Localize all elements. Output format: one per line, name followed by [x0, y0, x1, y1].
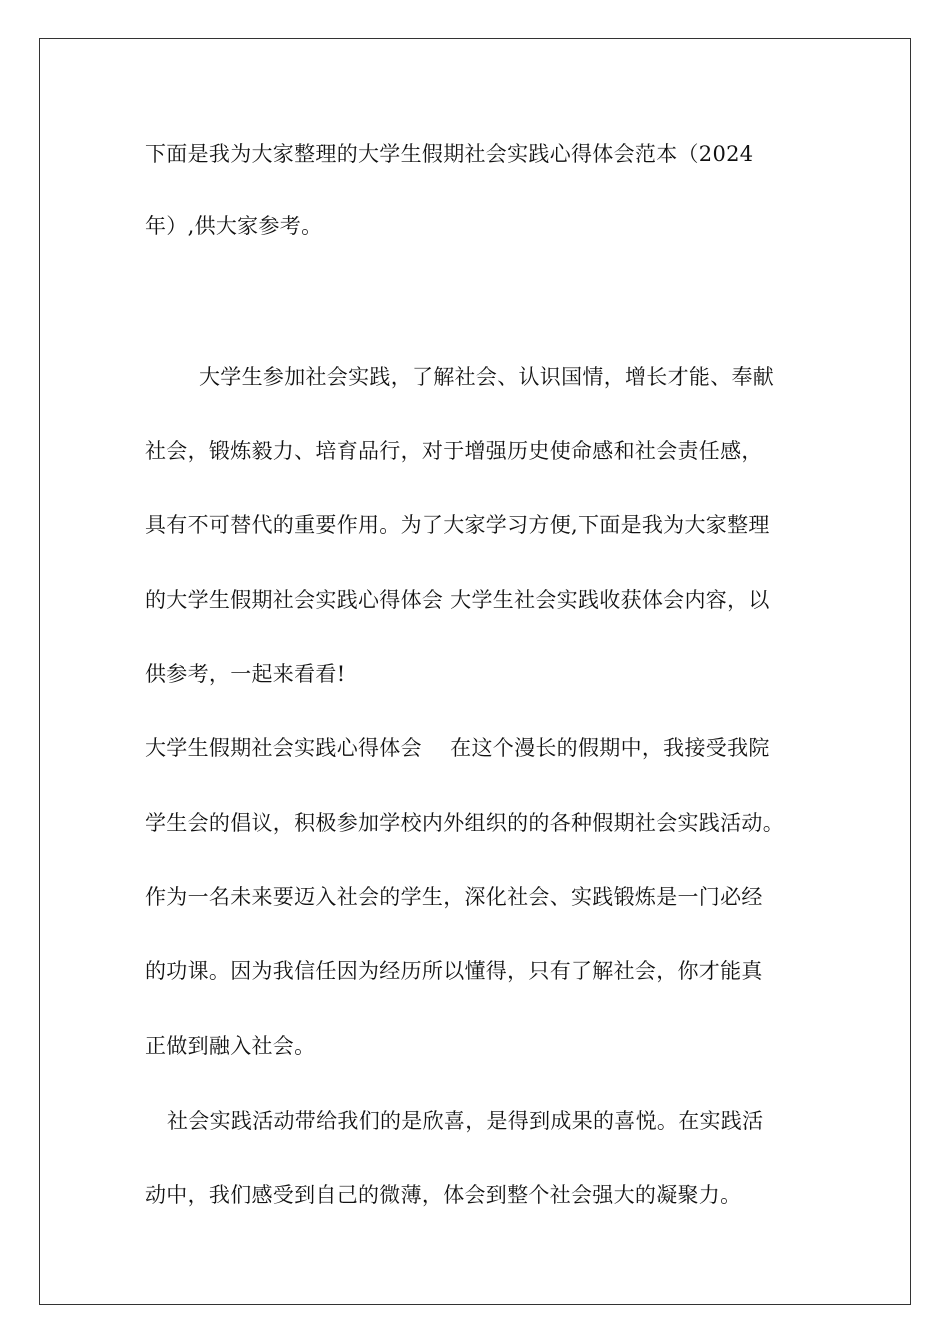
paragraph-2-line-5: 正做到融入社会。: [145, 1034, 316, 1058]
paragraph-1-line-2: 社会，锻炼毅力、培育品行，对于增强历史使命感和社会责任感，: [145, 439, 763, 463]
paragraph-2-line-2: 学生会的倡议，积极参加学校内外组织的的各种假期社会实践活动。: [145, 811, 784, 835]
paragraph-2-line-1: 大学生假期社会实践心得体会 在这个漫长的假期中，我接受我院: [145, 736, 770, 760]
paragraph-1-line-4: 的大学生假期社会实践心得体会 大学生社会实践收获体会内容，以: [145, 588, 770, 612]
paragraph-2-line-4: 的功课。因为我信任因为经历所以懂得，只有了解社会，你才能真: [145, 959, 763, 983]
paragraph-1-line-5: 供参考，一起来看看!: [145, 662, 346, 686]
paragraph-3-line-2: 动中，我们感受到自己的微薄，体会到整个社会强大的凝聚力。: [145, 1183, 742, 1207]
paragraph-1-line-1: 大学生参加社会实践，了解社会、认识国情，增长才能、奉献: [199, 365, 775, 389]
paragraph-2-line-3: 作为一名未来要迈入社会的学生，深化社会、实践锻炼是一门必经: [145, 885, 763, 909]
paragraph-1-line-3: 具有不可替代的重要作用。为了大家学习方便,下面是我为大家整理: [145, 513, 770, 537]
paragraph-3-line-1: 社会实践活动带给我们的是欣喜，是得到成果的喜悦。在实践活: [167, 1109, 764, 1133]
intro-line-2: 年）,供大家参考。: [145, 214, 323, 238]
intro-line-1: 下面是我为大家整理的大学生假期社会实践心得体会范本（2024: [145, 142, 754, 166]
